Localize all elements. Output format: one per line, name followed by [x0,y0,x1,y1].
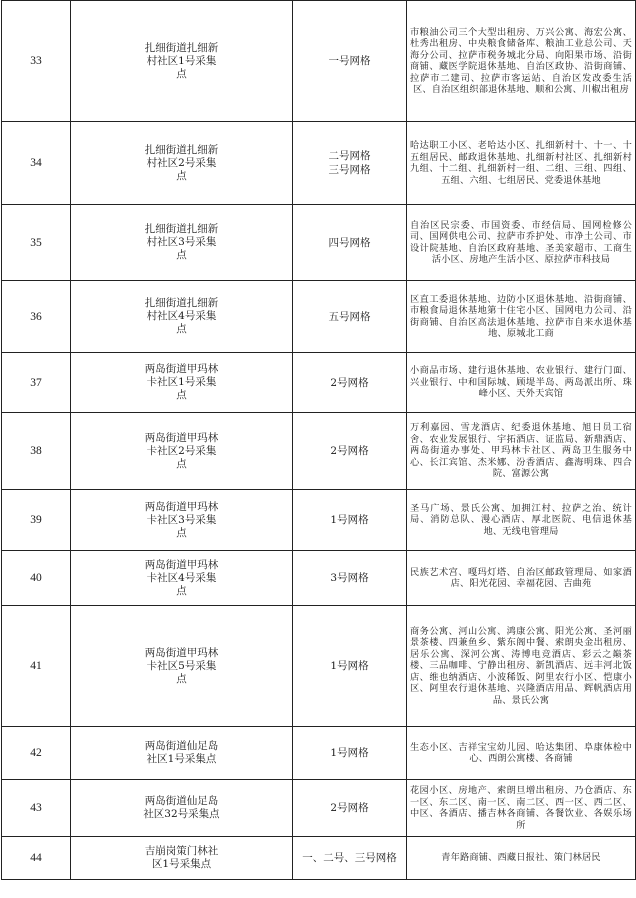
table-row [2,837,636,880]
grid-assignment [293,551,407,606]
row-number-text: 36 [30,310,42,323]
collection-site-text: 扎细街道扎细新村社区2号采集点 [144,143,219,182]
row-number-text: 41 [30,660,42,672]
collection-site [71,551,293,606]
grid-assignment-text: 2号网格 [330,802,369,814]
grid-assignment-text: 2号网格 [330,445,369,457]
table-row [2,1,636,122]
row-number [2,606,71,727]
grid-assignment [293,413,407,490]
coverage-area-text: 圣马广场、景氏公寓、加拥江村、拉萨之治、统计局、消防总队、漫心酒店、厚北医院、电信退休基地、无线电管理局 [410,502,632,537]
collection-site-text: 吉崩岗策门林社区1号采集点 [144,845,219,870]
collection-site [71,780,293,837]
table-row [2,551,636,606]
coverage-area [407,490,636,551]
row-number-text: 39 [30,514,42,526]
coverage-area-text: 民族艺术宫、嘎玛灯塔、自治区邮政管理局、如家酒店、阳光花园、幸福花园、吉曲苑 [410,566,632,589]
collection-site-text: 两岛街道甲玛林卡社区4号采集点 [144,558,219,597]
collection-site-text: 扎细街道扎细新村社区3号采集点 [144,223,219,261]
row-number [2,837,71,880]
row-number-text: 42 [30,747,42,759]
grid-assignment-text: 1号网格 [330,660,369,672]
collection-site [71,606,293,727]
row-number-text: 35 [30,236,42,249]
coverage-area-text: 自治区民宗委、市国资委、市经信局、国网检修公司、国网供电公司、拉萨市乔护处、市净土公司、市设计院基地、自治区政府基地、圣美家超市、工商生活小区、房地产生活小区、原拉萨市科技局 [410,219,632,265]
collection-points-table [1,0,636,880]
grid-assignment-text: 五号网格 [328,310,371,323]
coverage-area [407,122,636,205]
row-number [2,780,71,837]
row-number-text: 37 [30,376,42,389]
coverage-area-text: 青年路商铺、西藏日报社、策门林居民 [441,852,601,864]
grid-assignment-text: 一号网格 [328,55,371,67]
grid-assignment-text: 3号网格 [330,572,369,584]
collection-site-text: 两岛街道甲玛林卡社区5号采集点 [144,646,219,685]
collection-site-text: 两岛街道仙足岛社区32号采集点 [143,795,220,820]
table-row [2,490,636,551]
collection-site [71,837,293,880]
collection-site [71,353,293,413]
row-number [2,413,71,490]
row-number [2,205,71,281]
grid-assignment-text: 1号网格 [330,747,369,759]
grid-assignment [293,1,407,122]
row-number-text: 33 [30,55,42,67]
grid-assignment [293,122,407,205]
row-number-text: 38 [30,445,42,457]
coverage-area-text: 商务公寓、河山公寓、鸿康公寓、阳光公寓、圣河丽景茶楼、四兼鱼乡、紫东阁中餐、索朗央金出租房、居乐公寓、深河公寓、涛博电竞酒店、彩云之巅茶楼、三品咖啡、宁静出租房、新凯酒店、远丰河北饭店、维也纳酒店、小波稀饭、阿里农行小区、恺康小区、阿里农行退休基地、兴隆酒店用品、辉帆酒店用品、景氏公寓 [410,625,632,706]
grid-assignment [293,727,407,780]
coverage-area-text: 小商品市场、建行退休基地、农业银行、建行门面、兴业银行、中和国际城、顾堤半岛、两岛派出所、珠峰小区、天外天宾馆 [410,365,632,400]
table-row [2,413,636,490]
row-number [2,727,71,780]
collection-site [71,122,293,205]
coverage-area [407,606,636,727]
row-number [2,353,71,413]
table-row [2,205,636,281]
coverage-area-text: 万利嘉园、雪龙酒店、纪委退休基地、旭日员工宿舍、农业发展银行、宇拓酒店、证监局、新鼎酒店、两岛街道办事处、甲玛林卡社区、两岛卫生服务中心、长江宾馆、杰米娜、汾香酒店、鑫海明珠、四合院、富源公寓 [410,422,632,480]
collection-site-text: 两岛街道甲玛林卡社区2号采集点 [144,431,219,470]
coverage-area-text: 生态小区、吉祥宝宝幼儿园、哈达集团、阜康体检中心、西朗公寓楼、各商铺 [410,741,632,764]
grid-assignment [293,490,407,551]
collection-site [71,490,293,551]
grid-assignment-text: 一、二号、三号网格 [302,852,397,864]
row-number-text: 34 [30,157,42,169]
collection-site-text: 两岛街道仙足岛社区1号采集点 [144,740,219,765]
row-number-text: 44 [30,852,42,864]
coverage-area [407,413,636,490]
row-number [2,122,71,205]
coverage-area [407,727,636,780]
table-row [2,780,636,837]
coverage-area [407,837,636,880]
collection-site [71,205,293,281]
table-body [2,1,636,880]
row-number [2,551,71,606]
grid-assignment-text: 四号网格 [328,236,371,249]
grid-assignment-text: 二号网格 三号网格 [328,150,371,176]
row-number-text: 40 [30,572,42,584]
row-number-text: 43 [30,802,42,814]
coverage-area [407,353,636,413]
collection-site [71,413,293,490]
table-row [2,606,636,727]
coverage-area [407,551,636,606]
coverage-area [407,205,636,281]
collection-site-text: 扎细街道扎细新村社区4号采集点 [144,297,219,335]
grid-assignment [293,205,407,281]
row-number [2,1,71,122]
grid-assignment [293,353,407,413]
collection-site-text: 两岛街道甲玛林卡社区3号采集点 [144,500,219,539]
coverage-area [407,780,636,837]
coverage-area-text: 哈达职工小区、老哈达小区、扎细新村十、十一、十五组居民、邮政退休基地、扎细新村社区、扎细新村九组、十二组、扎细新村一组、二组、三组、四组、五组、六组、七组居民、党委退休基地 [410,140,632,186]
coverage-area [407,1,636,122]
table-row [2,281,636,353]
table-row [2,122,636,205]
grid-assignment [293,837,407,880]
collection-site [71,727,293,780]
collection-site-text: 两岛街道甲玛林卡社区1号采集点 [144,363,219,401]
coverage-area [407,281,636,353]
collection-site [71,1,293,122]
grid-assignment-text: 1号网格 [330,514,369,526]
coverage-area-text: 花园小区、房地产、索朗旦增出租房、乃仓酒店、东一区、东二区、南一区、南二区、西一区、西二区、中区、各酒店、播吉林各商铺、各餐饮业、各娱乐场所 [410,785,632,831]
coverage-area-text: 区直工委退休基地、边防小区退休基地、沿街商铺、市粮食局退休基地第十住宅小区、国网电力公司、沿街商铺、自治区高法退休基地、拉萨市自来水退休基地、原城北工商 [410,293,632,339]
row-number [2,490,71,551]
collection-site [71,281,293,353]
grid-assignment-text: 2号网格 [330,376,369,389]
table-row [2,353,636,413]
collection-site-text: 扎细街道扎细新村社区1号采集点 [144,41,219,80]
table-row [2,727,636,780]
row-number [2,281,71,353]
grid-assignment [293,281,407,353]
grid-assignment [293,780,407,837]
coverage-area-text: 市粮油公司三个大型出租房、万兴公寓、海宏公寓、杜秀出租房、中央粮食储备库、粮油工业总公司、天海分公司、拉萨市税务城北分局、向阳果市场、沿街商铺、藏医学院退休基地、自治区政协、沿街商铺、拉萨市二建司、拉萨市客运站、自治区发改委生活区、自治区组织部退休基地、顺和公寓、川椒出租房 [410,26,632,95]
grid-assignment [293,606,407,727]
